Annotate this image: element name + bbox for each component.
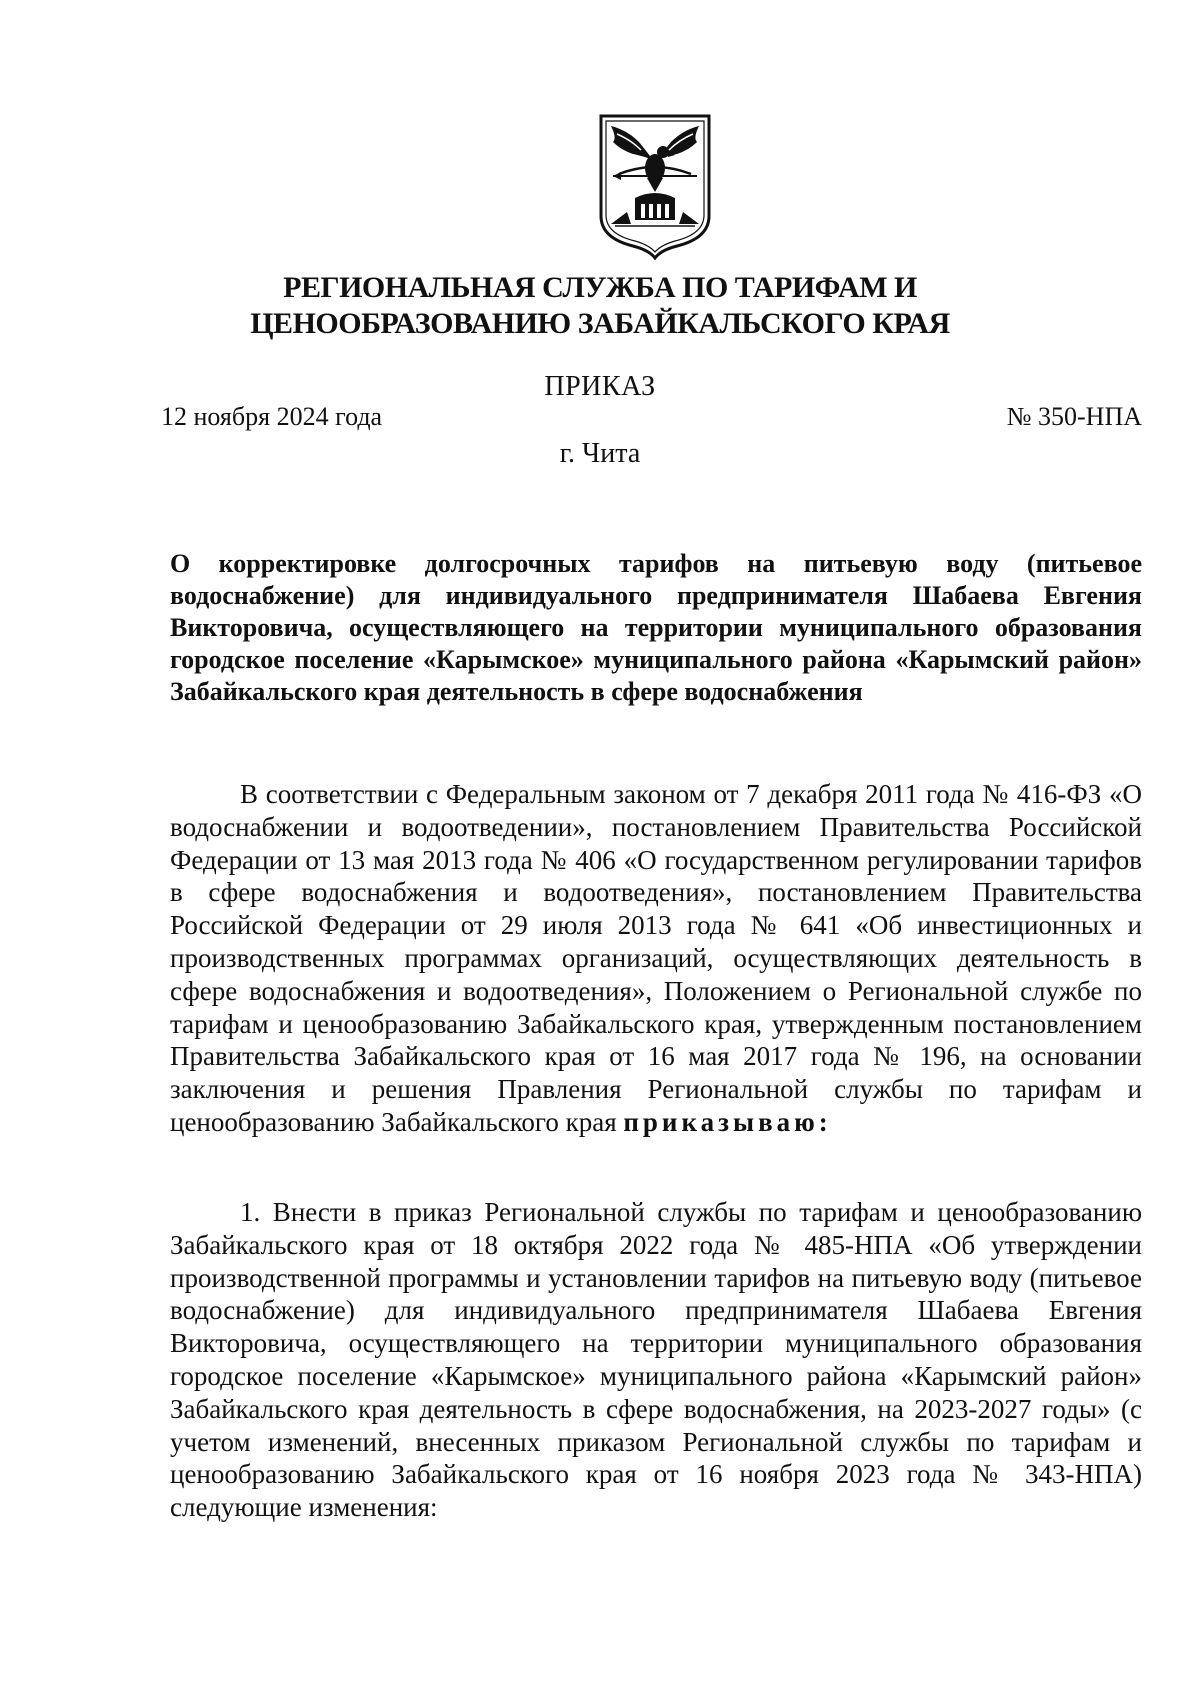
document-subject: О корректировке долгосрочных тарифов на питьевую воду (питьевое водоснабжение) для индивидуального предпринимателя Шабаева Евгения Викторовича, осуществляющего на территории муниципального образования городское поселение «Карымское» муниципального района «Карымский район» Забайкальского края деятельность в сфере водоснабжения bbox=[170, 549, 1142, 706]
preamble-paragraph bbox=[170, 778, 1142, 1139]
organization-title-line1: РЕГИОНАЛЬНАЯ СЛУЖБА ПО ТАРИФАМ И bbox=[283, 271, 917, 304]
organization-title-line2: ЦЕНООБРАЗОВАНИЮ ЗАБАЙКАЛЬСКОГО КРАЯ bbox=[250, 307, 950, 340]
document-number: № 350-НПА bbox=[1006, 402, 1142, 431]
organization-title bbox=[0, 270, 1200, 342]
document-date: 12 ноября 2024 года bbox=[161, 402, 383, 431]
preamble-text: В соответствии с Федеральным законом от 7 декабря 2011 года № 416-ФЗ «О водоснабжении и водоотведении», постановлением Правительства Российской Федерации от 13 мая 2013 года № 406 «О государственном регулировании тарифов в сфере водоснабжения и водоотведения», постановлением Правительства Российской Федерации от 29 июля 2013 года № 641 «Об инвестиционных и производственных программах организаций, осуществляющих деятельность в сфере водоснабжения и водоотведения», Положением о Региональной службе по тарифам и ценообразованию Забайкальского края, утвержденным постановлением Правительства Забайкальского края от 16 мая 2017 года № 196, на основании заключения и решения Правления Региональной службы по тарифам и ценообразованию Забайкальского края bbox=[170, 779, 1142, 1137]
order-word: приказываю: bbox=[623, 1106, 832, 1137]
item-1-paragraph: 1. Внести в приказ Региональной службы по тарифам и ценообразованию Забайкальского края от 18 октября 2022 года № 485-НПА «Об утверждении производственной программы и установлении тарифов на питьевую воду (питьевое водоснабжение) для индивидуального предпринимателя Шабаева Евгения Викторовича, осуществляющего на территории муниципального образования городское поселение «Карымское» муниципального района «Карымский район» Забайкальского края деятельность в сфере водоснабжения, на 2023-2027 годы» (с учетом изменений, внесенных приказом Региональной службы по тарифам и ценообразованию Забайкальского края от 16 ноября 2023 года № 343-НПА) следующие изменения: bbox=[170, 1197, 1142, 1523]
document-type: ПРИКАЗ bbox=[544, 371, 656, 402]
coat-of-arms-icon bbox=[597, 112, 713, 260]
document-city: г. Чита bbox=[559, 438, 641, 469]
